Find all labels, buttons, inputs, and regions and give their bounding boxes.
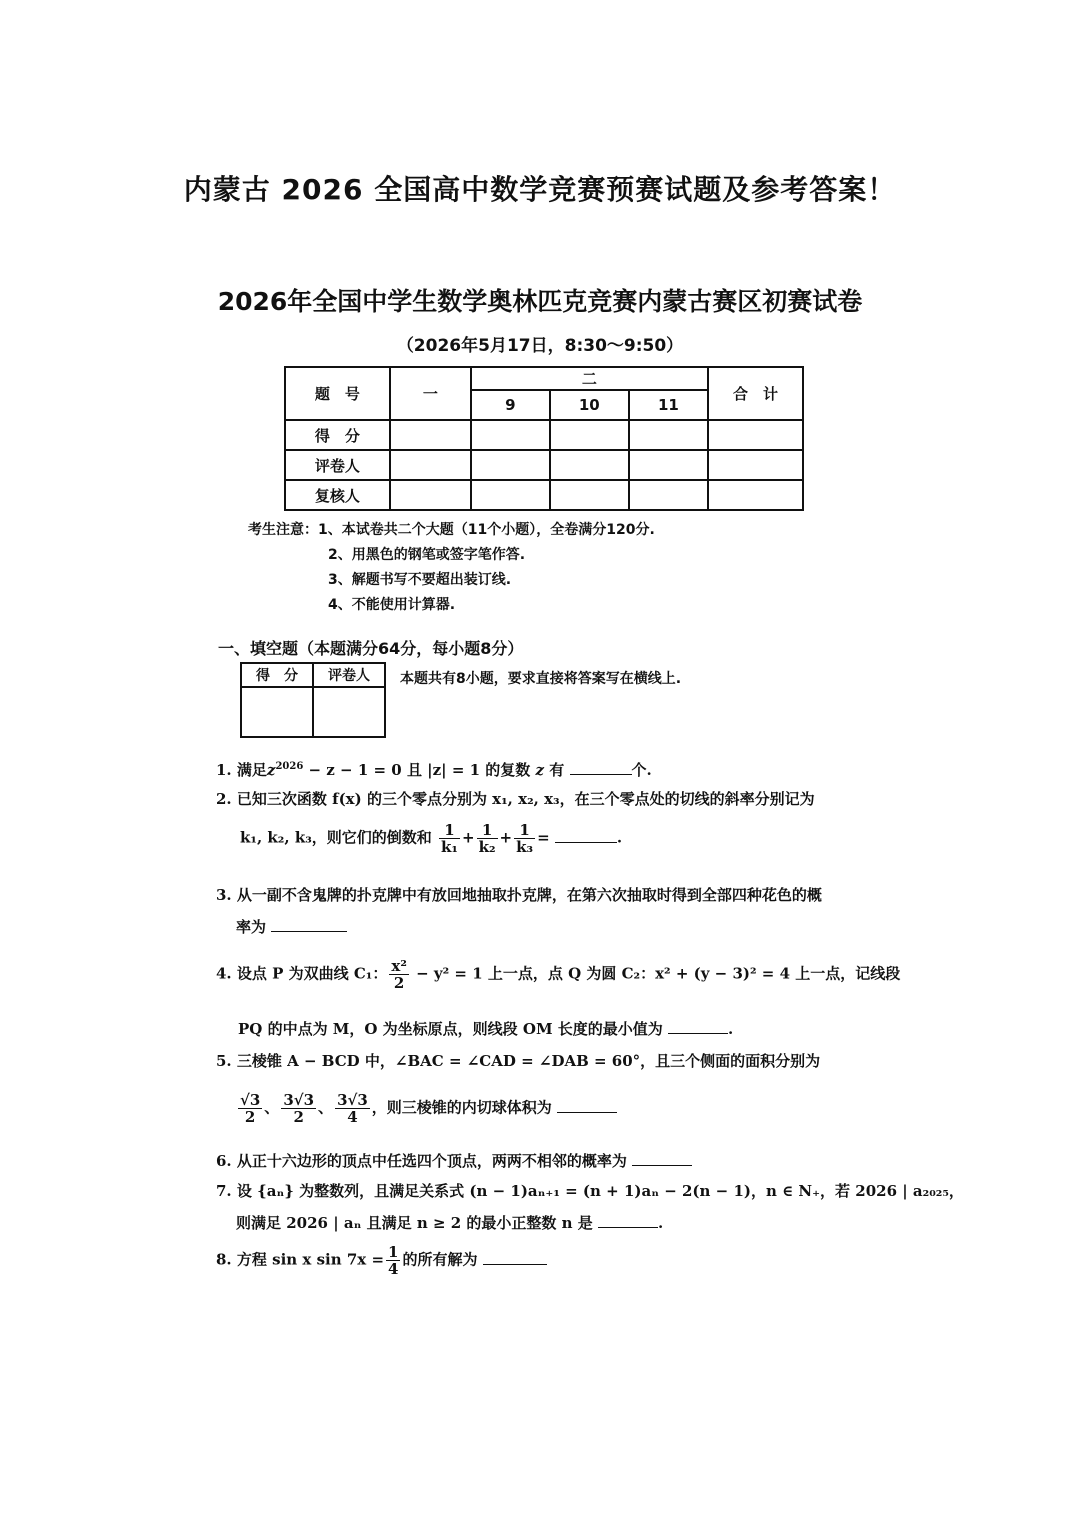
question-text: . [657,1214,664,1232]
question-number: 2. [216,790,232,808]
frac-num: 1 [514,822,535,839]
question-text: 则满足 2026 | aₙ 且满足 n ≥ 2 的最小正整数 n 是 [236,1214,593,1232]
answer-blank-7[interactable] [598,1213,658,1228]
question-number: 6. [216,1152,232,1170]
score-cell[interactable] [390,450,471,480]
question-number: 8. [216,1250,232,1269]
candidate-notice [248,518,888,618]
frac-den: 4 [388,1260,399,1278]
frac-num: 3√3 [283,1091,315,1109]
question-text: PQ 的中点为 M，O 为坐标原点，则线段 OM 长度的最小值为 [238,1020,663,1038]
frac-den: 2 [293,1108,304,1126]
question-text: 从正十六边形的顶点中任选四个顶点，两两不相邻的概率为 [236,1152,627,1170]
question-number: 4. [216,964,232,983]
notice-item: 1、本试卷共二个大题（11个小题），全卷满分120分. [318,522,655,538]
answer-blank-8[interactable] [483,1250,547,1265]
answer-blank-5[interactable] [557,1098,617,1113]
question-4-line1 [216,957,901,992]
score-table-total: 合 计 [708,367,803,420]
question-2-line2: k₁, k₂, k₃，则它们的倒数和 $\frac{1}{\text{k₁}}$ + $\frac{1}{\text{k₂}}$ + $\frac{1}{\text{k₃}}$ = . [240,821,623,856]
fraction [335,1092,370,1125]
question-2-line1 [216,788,876,810]
question-1 [216,756,876,781]
question-text: 从一副不含鬼牌的扑克牌中有放回地抽取扑克牌，在第六次抽取时得到全部四种花色的概 [236,886,822,904]
section1-score-table [240,662,386,738]
question-text: 、 [264,1098,280,1117]
question-number: 7. [216,1182,232,1200]
score-cell[interactable] [471,480,550,510]
question-text: 个. [631,761,652,779]
answer-blank-2[interactable] [555,828,617,843]
question-text: ，则三棱锥的内切球体积为 [371,1098,552,1117]
question-7-line1 [216,1180,964,1202]
score-cell[interactable] [629,420,708,450]
fraction [281,1092,316,1125]
frac-den: 2 [244,1108,256,1126]
page-headline: 内蒙古 2026 全国高中数学竞赛预赛试题及参考答案！ [183,173,897,206]
score-cell[interactable] [390,420,471,450]
question-text: − y² = 1 上一点，点 Q 为圆 C₂：x² + (y − 3)² = 4 上一点，记线段 [410,964,901,983]
score-cell[interactable] [629,480,708,510]
score-cell[interactable] [629,450,708,480]
score-cell[interactable] [708,420,803,450]
score-table-col-title: 题 号 [285,367,390,420]
score-cell[interactable] [390,480,471,510]
question-text: 、 [318,1098,334,1117]
score-cell[interactable] [550,450,629,480]
frac-den: k₃ [516,838,534,856]
question-8 [216,1244,876,1277]
frac-num: 1 [388,1243,399,1261]
score-table-row-label: 评卷人 [285,450,390,480]
section1-grader-header: 评卷人 [313,663,385,687]
frac-den: 2 [393,974,405,992]
score-table-part1: 一 [390,367,471,420]
frac-num: 3√3 [337,1091,368,1109]
fraction [514,822,535,855]
question-text: 率为 [236,918,267,936]
answer-blank-6[interactable] [632,1151,692,1166]
score-table-subcol: 10 [550,390,629,420]
score-table [284,366,804,511]
question-text: 已知三次函数 f(x) 的三个零点分别为 x₁, x₂, x₃，在三个零点处的切线的斜率分别记为 [236,790,815,808]
section1-score-cell[interactable] [241,687,313,737]
question-text: . [616,828,623,847]
frac-den: 4 [347,1108,358,1126]
paper-date: （2026年5月17日，8:30～9:50） [396,336,684,356]
frac-num: √3 [240,1091,261,1109]
answer-blank-1[interactable] [570,760,632,775]
section1-note: 本题共有8小题，要求直接将答案写在横线上. [400,671,682,687]
answer-blank-4[interactable] [668,1019,728,1034]
question-4-line2 [238,1018,898,1040]
section1-title: 一、填空题（本题满分64分，每小题8分） [218,639,524,658]
question-text: k₁, k₂, k₃，则它们的倒数和 [240,828,432,847]
question-3-line2 [236,916,896,938]
question-number: 1. [216,761,232,779]
score-cell[interactable] [708,480,803,510]
section1-grader-cell[interactable] [313,687,385,737]
fraction [386,1244,400,1277]
math-var: z [535,761,545,779]
question-3-line1 [216,884,876,906]
frac-num: 1 [477,822,498,839]
score-table-row-label: 复核人 [285,480,390,510]
question-text: 三棱锥 A − BCD 中，∠BAC = ∠CAD = ∠DAB = 60°，且三个侧面的面积分别为 [236,1052,821,1070]
score-cell[interactable] [471,450,550,480]
question-6 [216,1150,876,1172]
score-cell[interactable] [550,480,629,510]
math-exponent: 2026 [275,761,304,772]
section1-score-header: 得 分 [241,663,313,687]
question-text: − z − 1 = 0 且 |z| = 1 的复数 [303,761,536,779]
question-text: . [728,1020,734,1038]
frac-den: k₂ [478,838,496,856]
question-text: = [537,828,550,847]
question-text: 有 [544,761,565,779]
question-7-line2 [236,1212,896,1234]
fraction [477,822,498,855]
score-table-row-label: 得 分 [285,420,390,450]
notice-lead: 考生注意： [248,522,318,538]
score-table-subcol: 9 [471,390,550,420]
notice-item: 3、解题书写不要超出装订线. [328,572,512,588]
score-cell[interactable] [550,420,629,450]
notice-item: 2、用黑色的钢笔或签字笔作答. [328,547,526,563]
question-text: 的所有解为 [402,1250,478,1269]
question-number: 5. [216,1052,232,1070]
frac-den: k₁ [441,838,458,856]
score-cell[interactable] [708,450,803,480]
question-5-line2 [236,1092,896,1125]
question-text: 设 {aₙ} 为整数列，且满足关系式 (n − 1)aₙ₊₁ = (n + 1)aₙ − 2(n − 1)，n ∈ N₊，若 2026 | a₂₀₂₅， [236,1182,964,1200]
score-cell[interactable] [471,420,550,450]
paper-title: 2026年全国中学生数学奥林匹克竞赛内蒙古赛区初赛试卷 [217,287,863,316]
score-table-subcol: 11 [629,390,708,420]
question-text: 方程 sin x sin 7x = [236,1250,385,1269]
question-5-line1 [216,1050,876,1072]
fraction [389,958,409,991]
answer-blank-3[interactable] [271,917,347,932]
score-table-part2: 二 [471,367,708,390]
math-var: z [266,761,276,779]
question-text: 设点 P 为双曲线 C₁： [236,964,388,983]
fraction [238,1092,262,1125]
frac-num: 1 [439,822,460,839]
frac-num: x² [391,957,407,975]
notice-item: 4、不能使用计算器. [328,597,456,613]
fraction [439,822,460,855]
question-text: 满足 [236,761,267,779]
question-number: 3. [216,886,232,904]
